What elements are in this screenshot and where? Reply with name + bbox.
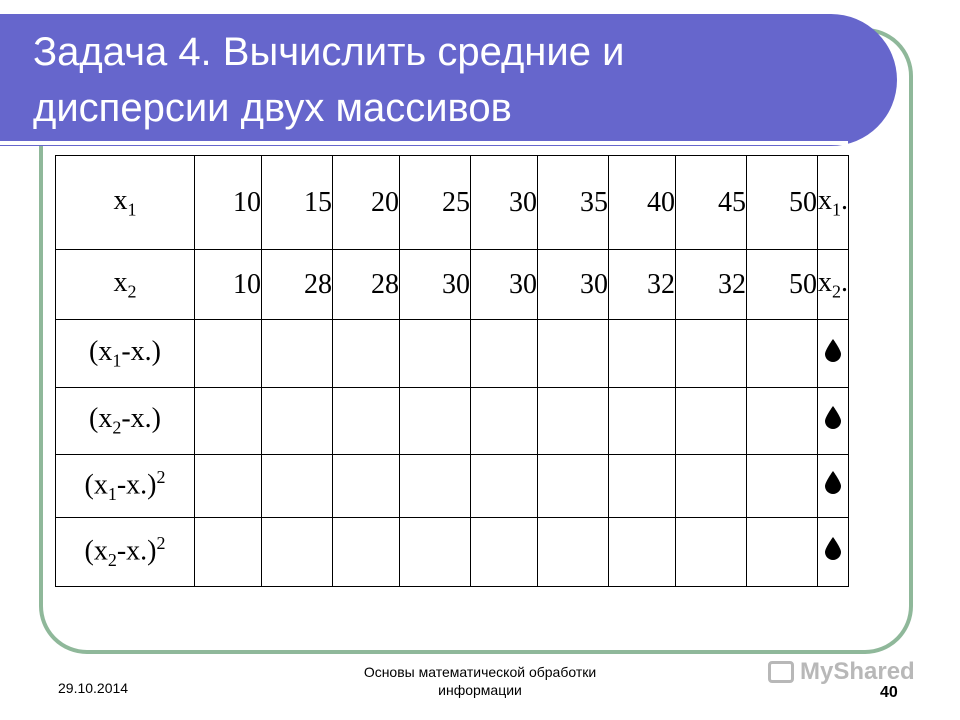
table-cell: 32 [676, 250, 747, 320]
table-cell [609, 518, 676, 587]
table-cell: 10 [195, 250, 262, 320]
row-label-subscript: 2 [127, 281, 137, 302]
table-cell [400, 388, 471, 455]
table-cell [676, 518, 747, 587]
row-label-suffix: -x.) [116, 535, 157, 567]
table-cell [333, 455, 400, 518]
table-cell [676, 320, 747, 388]
footer-line-2: информации [438, 682, 522, 698]
row-label [56, 156, 195, 250]
table-cell: 30 [400, 250, 471, 320]
table-cell: 15 [262, 156, 333, 250]
table-cell: 30 [471, 250, 538, 320]
row-label-superscript: 2 [156, 467, 166, 488]
row-label [56, 250, 195, 320]
row-label-suffix: -x.) [121, 335, 161, 367]
table-cell [400, 518, 471, 587]
table-cell: 45 [676, 156, 747, 250]
row-label-subscript: 2 [112, 417, 122, 438]
table-cell [747, 320, 818, 388]
table-cell: 50 [747, 250, 818, 320]
row-label-superscript: 2 [156, 533, 166, 554]
table-cell: 25 [400, 156, 471, 250]
table-cell [676, 388, 747, 455]
table-cell: 10 [195, 156, 262, 250]
table-cell: 32 [609, 250, 676, 320]
table-cell [471, 455, 538, 518]
title-line-2: дисперсии двух массивов [33, 86, 512, 130]
slide-title [33, 24, 873, 136]
table-row [56, 250, 849, 320]
row-label-subscript: 1 [127, 199, 137, 220]
row-label-suffix: -x.) [116, 469, 157, 501]
table-cell: 20 [333, 156, 400, 250]
row-label-subscript: 1 [112, 350, 122, 371]
table-cell [471, 518, 538, 587]
sum-symbol-cell [818, 320, 849, 388]
mean-label-suffix: . [841, 184, 848, 216]
row-label [56, 455, 195, 518]
table-cell [333, 518, 400, 587]
row-label [56, 388, 195, 455]
mean-label-suffix: . [841, 266, 848, 298]
table-cell [262, 320, 333, 388]
row-label-subscript: 2 [107, 549, 117, 570]
table-cell: 50 [747, 156, 818, 250]
data-table [55, 155, 849, 587]
table-cell [471, 320, 538, 388]
table-cell [538, 388, 609, 455]
table-cell [609, 455, 676, 518]
row-label-subscript: 1 [107, 483, 117, 504]
sum-symbol-cell [818, 388, 849, 455]
table-row [56, 388, 849, 455]
table-cell: 30 [538, 250, 609, 320]
sum-symbol-icon [824, 472, 842, 500]
table-cell [333, 388, 400, 455]
footer-line-1: Основы математической обработки [363, 664, 597, 680]
table-cell [400, 455, 471, 518]
myshared-logo [768, 658, 915, 686]
table-cell [262, 388, 333, 455]
sum-symbol-icon [824, 340, 842, 368]
table-cell [262, 455, 333, 518]
table-cell [333, 320, 400, 388]
row-label-text: (x [84, 469, 108, 501]
table-cell [538, 518, 609, 587]
table-row [56, 156, 849, 250]
table-cell: 40 [609, 156, 676, 250]
presentation-icon [768, 661, 794, 683]
table-cell [747, 518, 818, 587]
table-cell [676, 455, 747, 518]
row-label-text: (x [84, 535, 108, 567]
row-label-text: (x [89, 403, 113, 435]
mean-label-subscript: 2 [832, 281, 841, 302]
row-label-text: x [113, 266, 128, 298]
table-cell [195, 518, 262, 587]
table-cell [262, 518, 333, 587]
table-row [56, 320, 849, 388]
table-cell [747, 388, 818, 455]
row-label-suffix: -x.) [121, 403, 161, 435]
table-cell [195, 455, 262, 518]
logo-text: MyShared [800, 658, 915, 685]
title-underline [0, 141, 848, 145]
mean-label-text: x [818, 266, 832, 298]
table-cell: 35 [538, 156, 609, 250]
table-cell: 28 [333, 250, 400, 320]
footer-course-title [340, 663, 620, 699]
sum-symbol-icon [824, 407, 842, 435]
sum-symbol-icon [824, 538, 842, 566]
slide-date: 29.10.2014 [58, 680, 129, 696]
row-label-text: x [113, 184, 128, 216]
table-row [56, 518, 849, 587]
page-number: 40 [880, 684, 898, 701]
table-cell: 28 [262, 250, 333, 320]
sum-symbol-cell [818, 518, 849, 587]
table-cell [538, 455, 609, 518]
table-cell [195, 320, 262, 388]
row-mean-label [818, 250, 849, 320]
table-cell [538, 320, 609, 388]
table-cell [471, 388, 538, 455]
row-label-text: (x [89, 335, 113, 367]
table-row [56, 455, 849, 518]
row-label [56, 518, 195, 587]
mean-label-text: x [818, 184, 832, 216]
table-cell: 30 [471, 156, 538, 250]
table-cell [609, 320, 676, 388]
row-mean-label [818, 156, 849, 250]
table-cell [400, 320, 471, 388]
title-line-1: Задача 4. Вычислить средние и [33, 30, 625, 74]
mean-label-subscript: 1 [832, 199, 841, 220]
table-cell [195, 388, 262, 455]
table-cell [747, 455, 818, 518]
sum-symbol-cell [818, 455, 849, 518]
row-label [56, 320, 195, 388]
table-cell [609, 388, 676, 455]
